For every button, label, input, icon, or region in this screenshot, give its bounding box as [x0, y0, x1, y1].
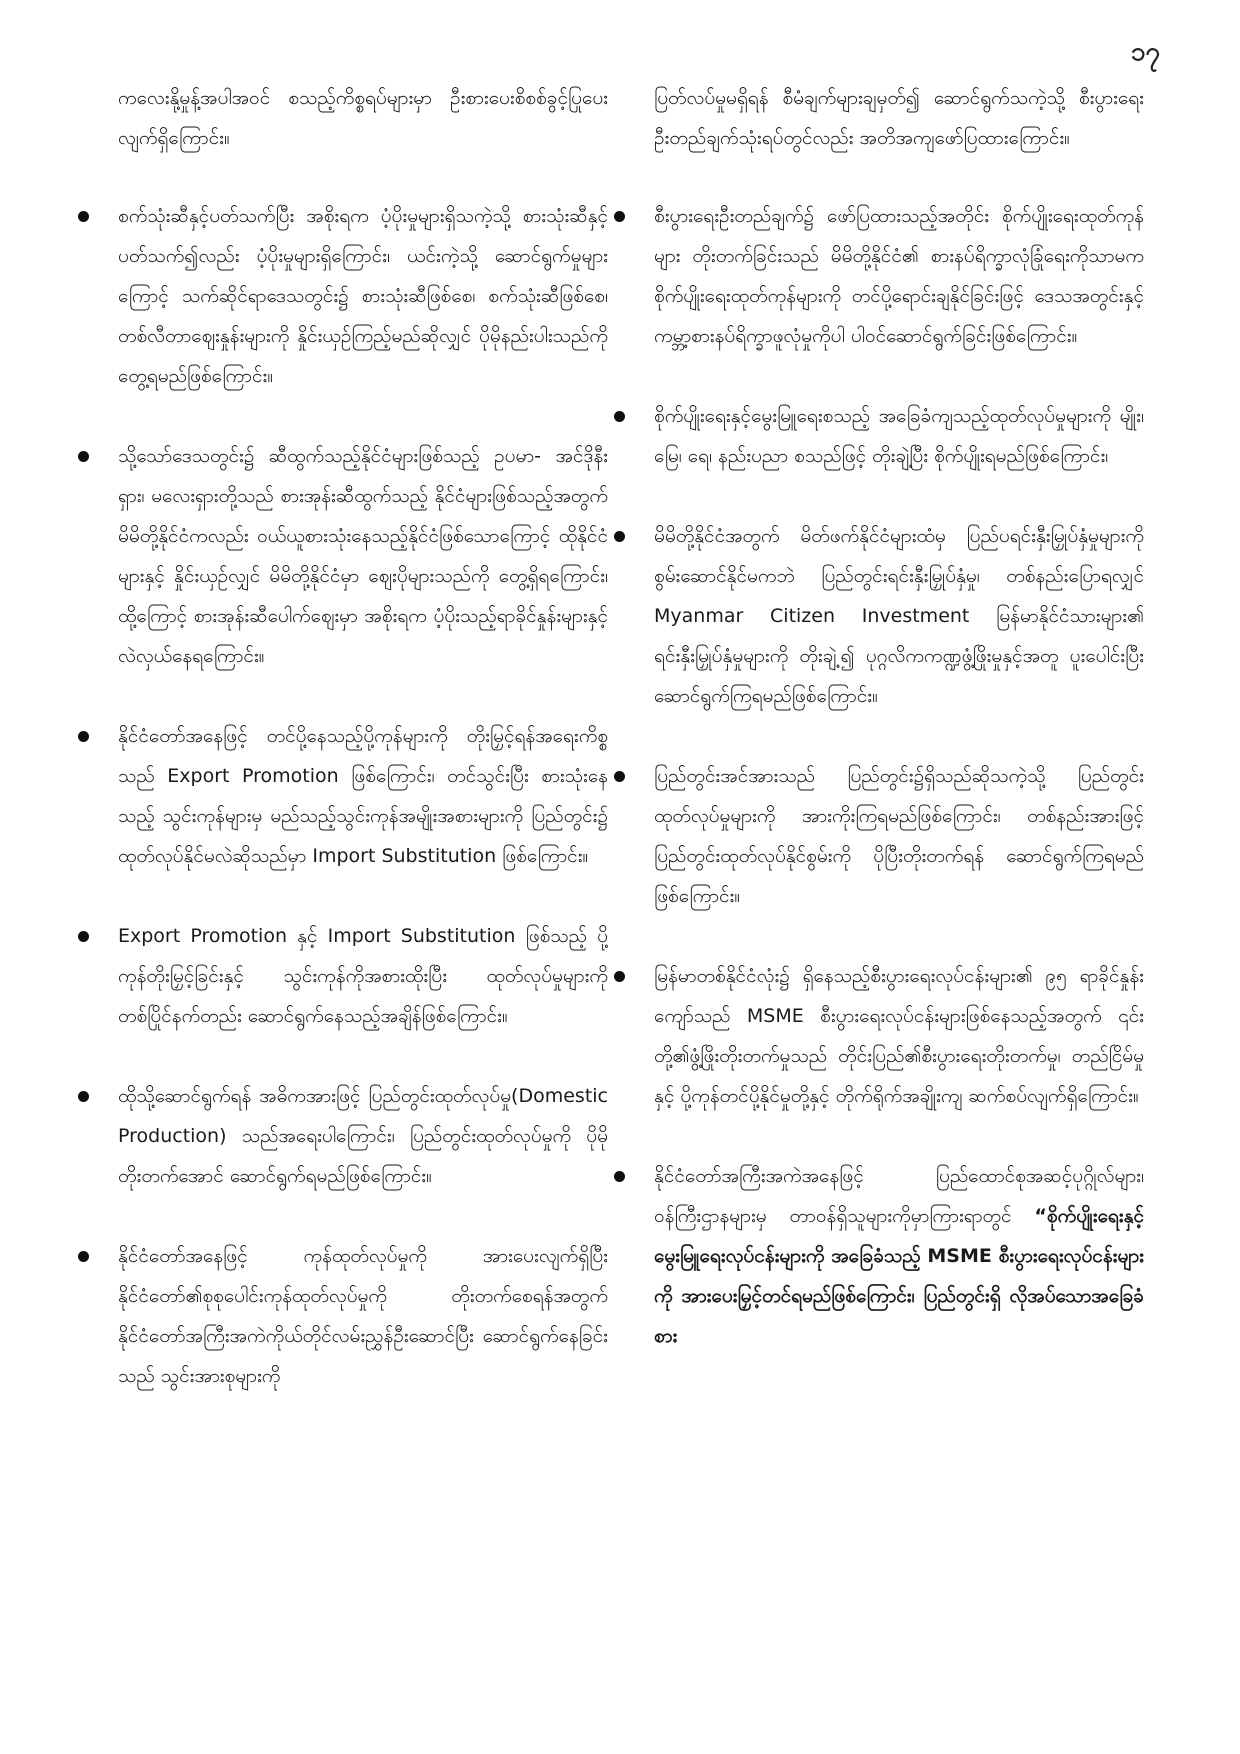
bullet-dot-icon [614, 771, 625, 782]
bullet-text: သို့သော်ဒေသတွင်း၌ ဆီထွက်သည့်နိုင်ငံများဖြစ်သည့် ဥပမာ- အင်ဒိုနီးရှား၊ မလေးရှားတို့သည် စားအုန်းဆီထွက်သည့် နိုင်ငံများဖြစ်သည့်အတွက် မိမိတို့နိုင်ငံကလည်း ဝယ်ယူစားသုံးနေသည့်နိုင်ငံဖြစ်သောကြောင့် ထိုနိုင်ငံများနှင့် နှိုင်းယှဉ်လျှင် မိမိတို့နိုင်ငံမှာ ဈေးပိုများသည်ကို တွေ့ရှိရကြောင်း၊ ထို့ကြောင့် စားအုန်းဆီပေါက်ဈေးမှာ အစိုးရက ပံ့ပိုးသည့်ရာခိုင်နှုန်းများနှင့်လဲလှယ်နေရကြောင်း။ [118, 445, 608, 667]
bullet-text: စိုက်ပျိုးရေးနှင့်မွေးမြူရေးစသည့် အခြေခံကျသည့်ထုတ်လုပ်မှုများကို မျိုး၊ မြေ၊ ရေ၊ နည်းပညာ စသည်ဖြင့် တိုးချဲ့ပြီး စိုက်ပျိုးရမည်ဖြစ်ကြောင်း၊ [654, 405, 1144, 467]
left-bullet-item-3 [104, 716, 608, 876]
bullet-text: ပြည်တွင်းအင်အားသည် ပြည်တွင်း၌ရှိသည်ဆိုသကဲ့သို့ ပြည်တွင်းထုတ်လုပ်မှုများကို အားကိုးကြရမည်ဖြစ်ကြောင်း၊ တစ်နည်းအားဖြင့် ပြည်တွင်းထုတ်လုပ်နိုင်စွမ်းကို ပိုပြီးတိုးတက်ရန် ဆောင်ရွက်ကြရမည်ဖြစ်ကြောင်း။ [654, 765, 1144, 907]
bullet-text: မိမိတို့နိုင်ငံအတွက် မိတ်ဖက်နိုင်ငံများထံမှ ပြည်ပရင်းနှီးမြှုပ်နှံမှုများကို စွမ်းဆောင်နိုင်မကဘဲ ပြည်တွင်းရင်းနှီးမြှုပ်နှံမှု၊ တစ်နည်းပြောရလျှင် Myanmar Citizen Investment မြန်မာနိုင်ငံသားများ၏ ရင်းနှီးမြှုပ်နှံမှုများကို တိုးချဲ့၍ ပုဂ္ဂလိကကဏ္ဍဖွံ့ဖြိုးမှုနှင့်အတူ ပူးပေါင်းပြီး ဆောင်ရွက်ကြရမည်ဖြစ်ကြောင်း။ [654, 525, 1144, 707]
bullet-dot-icon [614, 531, 625, 542]
bullet-text: စက်သုံးဆီနှင့်ပတ်သက်ပြီး အစိုးရက ပံ့ပိုးမှုများရှိသကဲ့သို့ စားသုံးဆီနှင့်ပတ်သက်၍လည်း ပံ့ပိုးမှုများရှိကြောင်း၊ ယင်းကဲ့သို့ ဆောင်ရွက်မှုများကြောင့် သက်ဆိုင်ရာဒေသတွင်း၌ စားသုံးဆီဖြစ်စေ၊ စက်သုံးဆီဖြစ်စေ၊ တစ်လီတာဈေးနှုန်းများကို နှိုင်းယှဉ်ကြည့်မည်ဆိုလျှင် ပိုမိုနည်းပါးသည်ကို တွေ့ရမည်ဖြစ်ကြောင်း။ [118, 205, 608, 387]
right-bullet-item-4 [640, 756, 1144, 916]
left-continued-paragraph: ကလေးနို့မှုန့်အပါအဝင် စသည့်ကိစ္စရပ်များမှာ ဦးစားပေးစိစစ်ခွင့်ပြုပေးလျက်ရှိကြောင်း။ [118, 87, 608, 149]
bullet-dot-icon [78, 1091, 89, 1102]
bullet-dot-icon [614, 1171, 625, 1182]
bullet-dot-icon [614, 211, 625, 222]
bullet-text: စီးပွားရေးဦးတည်ချက်၌ ဖော်ပြထားသည့်အတိုင်း စိုက်ပျိုးရေးထုတ်ကုန်များ တိုးတက်ခြင်းသည် မိမိတို့နိုင်ငံ၏ စားနပ်ရိက္ခာလုံခြုံရေးကိုသာမက စိုက်ပျိုးရေးထုတ်ကုန်များကို တင်ပို့ရောင်းချနိုင်ခြင်းဖြင့် ဒေသအတွင်းနှင့် ကမ္ဘာ့စားနပ်ရိက္ခာဖူလုံမှုကိုပါ ပါဝင်ဆောင်ရွက်ခြင်းဖြစ်ကြောင်း။ [654, 205, 1144, 347]
bullet-text: နိုင်ငံတော်အနေဖြင့် တင်ပို့နေသည့်ပို့ကုန်များကို တိုးမြှင့်ရန်အရေးကိစ္စသည် Export Promotion ဖြစ်ကြောင်း၊ တင်သွင်းပြီး စားသုံးနေသည့် သွင်းကုန်များမှ မည်သည့်သွင်းကုန်အမျိုးအစားများကို ပြည်တွင်း၌ ထုတ်လုပ်နိုင်မလဲဆိုသည်မှာ Import Substitution ဖြစ်ကြောင်း။ [118, 725, 608, 867]
bullet-dot-icon [614, 971, 625, 982]
bullet-dot-icon [78, 451, 89, 462]
right-bullet-item-6 [640, 1156, 1144, 1356]
right-bullet-item-1 [640, 196, 1144, 356]
bullet-text: Export Promotion နှင့် Import Substitution ဖြစ်သည့် ပို့ကုန်တိုးမြှင့်ခြင်းနှင့် သွင်းကုန်ကိုအစားထိုးပြီး ထုတ်လုပ်မှုများကို တစ်ပြိုင်နက်တည်း ဆောင်ရွက်နေသည့်အချိန်ဖြစ်ကြောင်း။ [118, 925, 608, 1027]
right-bullet-item-2 [640, 396, 1144, 476]
bullet-dot-icon [78, 1251, 89, 1262]
left-bullet-item-6 [104, 1236, 608, 1396]
bullet-text: ထိုသို့ဆောင်ရွက်ရန် အဓိကအားဖြင့် ပြည်တွင်းထုတ်လုပ်မှု(Domestic Production) သည်အရေးပါကြောင်း၊ ပြည်တွင်းထုတ်လုပ်မှုကို ပိုမိုတိုးတက်အောင် ဆောင်ရွက်ရမည်ဖြစ်ကြောင်း။ [118, 1085, 608, 1187]
bullet-text-plain: နိုင်ငံတော်အကြီးအကဲအနေဖြင့် ပြည်ထောင်စုအဆင့်ပုဂ္ဂိုလ်များ၊ ဝန်ကြီးဌာနများမှ တာဝန်ရှိသူများကိုမှာကြားရာတွင် [654, 1165, 1144, 1227]
bullet-dot-icon [78, 931, 89, 942]
left-bullet-item-1 [104, 196, 608, 396]
right-continued-paragraph: ပြတ်လပ်မှုမရှိရန် စီမံချက်များချမှတ်၍ ဆောင်ရွက်သကဲ့သို့ စီးပွားရေးဦးတည်ချက်သုံးရပ်တွင်လည်း အတိအကျဖော်ပြထားကြောင်း။ [654, 87, 1144, 149]
right-bullet-item-5 [640, 956, 1144, 1116]
bullet-dot-icon [614, 411, 625, 422]
bullet-dot-icon [78, 731, 89, 742]
left-bullet-item-4 [104, 916, 608, 1036]
bullet-dot-icon [78, 211, 89, 222]
left-bullet-item-2 [104, 436, 608, 676]
left-bullet-item-5 [104, 1076, 608, 1196]
left-column [104, 78, 608, 1436]
page-number: ၁၇ [1130, 37, 1160, 67]
bullet-text: နိုင်ငံတော်အနေဖြင့် ကုန်ထုတ်လုပ်မှုကို အားပေးလျက်ရှိပြီး နိုင်ငံတော်၏စုစုပေါင်းကုန်ထုတ်လုပ်မှုကို တိုးတက်စေရန်အတွက် နိုင်ငံတော်အကြီးအကဲကိုယ်တိုင်လမ်းညွှန်ဦးဆောင်ပြီး ဆောင်ရွက်နေခြင်းသည် သွင်းအားစုများကို [118, 1245, 608, 1387]
bullet-text: မြန်မာတစ်နိုင်ငံလုံး၌ ရှိနေသည့်စီးပွားရေးလုပ်ငန်းများ၏ ၉၅ ရာခိုင်နှုန်းကျော်သည် MSME စီးပွားရေးလုပ်ငန်းများဖြစ်နေသည့်အတွက် ၎င်းတို့၏ဖွံ့ဖြိုးတိုးတက်မှုသည် တိုင်းပြည်၏စီးပွားရေးတိုးတက်မှု၊ တည်ငြိမ်မှုနှင့် ပို့ကုန်တင်ပို့နိုင်မှုတို့နှင့် တိုက်ရိုက်အချိုးကျ ဆက်စပ်လျက်ရှိကြောင်း။ [654, 965, 1144, 1107]
bullet-text-bold-quote: “စိုက်ပျိုးရေးနှင့် မွေးမြူရေးလုပ်ငန်းများကို အခြေခံသည့် MSME စီးပွားရေးလုပ်ငန်းများကို အားပေးမြှင့်တင်ရမည်ဖြစ်ကြောင်း၊ ပြည်တွင်းရှိ လိုအပ်သောအခြေခံစား [654, 1205, 1144, 1347]
right-column [640, 78, 1144, 1396]
right-bullet-item-3 [640, 516, 1144, 716]
